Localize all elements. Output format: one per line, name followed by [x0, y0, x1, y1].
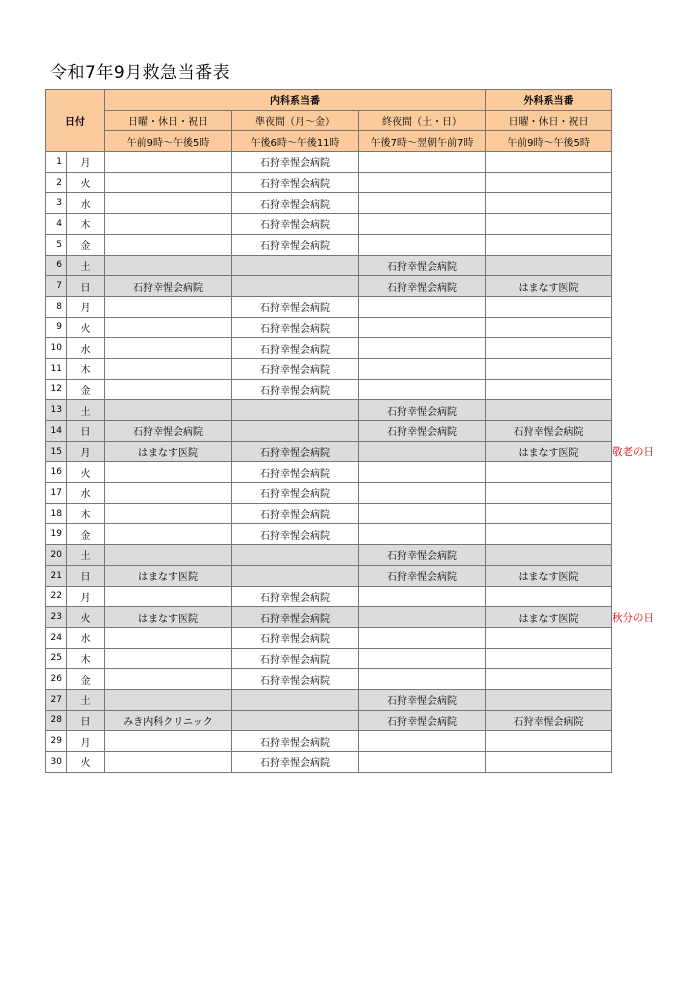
table-row	[46, 234, 612, 255]
surgery-holiday-duty	[486, 193, 612, 214]
weekday: 木	[67, 214, 105, 235]
internal-all-night-duty	[359, 731, 486, 752]
surgery-holiday-duty	[486, 255, 612, 276]
internal-all-night-duty: 石狩幸惺会病院	[359, 276, 486, 297]
day-number: 29	[46, 731, 67, 752]
internal-all-night-duty	[359, 193, 486, 214]
table-row	[46, 193, 612, 214]
internal-all-night-duty: 石狩幸惺会病院	[359, 565, 486, 586]
internal-all-night-duty	[359, 234, 486, 255]
internal-all-night-duty	[359, 152, 486, 173]
surgery-holiday-duty	[486, 752, 612, 773]
duty-roster-table	[45, 89, 612, 773]
internal-holiday-duty: 石狩幸惺会病院	[105, 421, 232, 442]
table-row	[46, 255, 612, 276]
internal-all-night-duty	[359, 586, 486, 607]
table-row	[46, 710, 612, 731]
internal-semi-night-duty	[232, 255, 359, 276]
table-row	[46, 503, 612, 524]
day-number: 24	[46, 627, 67, 648]
surgery-holiday-duty	[486, 317, 612, 338]
internal-semi-night-duty: 石狩幸惺会病院	[232, 441, 359, 462]
weekday: 金	[67, 524, 105, 545]
surgery-header: 外科系当番	[486, 90, 612, 111]
internal-semi-night-duty	[232, 710, 359, 731]
table-row	[46, 524, 612, 545]
internal-semi-night-duty: 石狩幸惺会病院	[232, 234, 359, 255]
surgery-holiday-duty	[486, 214, 612, 235]
internal-holiday-duty	[105, 338, 232, 359]
internal-all-night-duty	[359, 524, 486, 545]
page-title: 令和7年9月救急当番表	[50, 63, 231, 83]
roster-header	[46, 90, 612, 152]
table-row	[46, 627, 612, 648]
weekday: 金	[67, 379, 105, 400]
weekday: 月	[67, 152, 105, 173]
internal-all-night-duty: 石狩幸惺会病院	[359, 710, 486, 731]
table-row	[46, 441, 612, 462]
weekday: 水	[67, 483, 105, 504]
day-number: 14	[46, 421, 67, 442]
internal-holiday-duty	[105, 483, 232, 504]
internal-medicine-header: 内科系当番	[105, 90, 486, 111]
day-number: 13	[46, 400, 67, 421]
roster-body	[46, 152, 612, 773]
internal-all-night-duty	[359, 503, 486, 524]
day-number: 9	[46, 317, 67, 338]
internal-semi-night-duty: 石狩幸惺会病院	[232, 172, 359, 193]
surgery-holiday-duty	[486, 172, 612, 193]
internal-all-night-duty	[359, 462, 486, 483]
internal-all-night-duty	[359, 214, 486, 235]
day-number: 21	[46, 565, 67, 586]
internal-holiday-duty	[105, 627, 232, 648]
internal-holiday-duty: はまなす医院	[105, 565, 232, 586]
weekday: 火	[67, 607, 105, 628]
day-number: 15	[46, 441, 67, 462]
table-row	[46, 462, 612, 483]
internal-semi-night-duty: 石狩幸惺会病院	[232, 296, 359, 317]
table-row	[46, 421, 612, 442]
table-row	[46, 358, 612, 379]
internal-all-night-duty	[359, 296, 486, 317]
internal-holiday-duty	[105, 545, 232, 566]
weekday: 火	[67, 462, 105, 483]
surgery-holiday-duty: 石狩幸惺会病院	[486, 710, 612, 731]
table-row	[46, 565, 612, 586]
day-number: 7	[46, 276, 67, 297]
internal-semi-night-duty	[232, 545, 359, 566]
table-row	[46, 648, 612, 669]
internal-holiday-duty	[105, 255, 232, 276]
internal-all-night-duty: 石狩幸惺会病院	[359, 421, 486, 442]
internal-holiday-header: 日曜・休日・祝日	[105, 110, 232, 131]
internal-holiday-duty	[105, 193, 232, 214]
internal-holiday-duty: みき内科クリニック	[105, 710, 232, 731]
surgery-holiday-duty	[486, 152, 612, 173]
day-number: 23	[46, 607, 67, 628]
day-number: 19	[46, 524, 67, 545]
weekday: 土	[67, 255, 105, 276]
internal-semi-night-duty: 石狩幸惺会病院	[232, 648, 359, 669]
weekday: 金	[67, 669, 105, 690]
internal-holiday-duty	[105, 524, 232, 545]
internal-semi-night-duty: 石狩幸惺会病院	[232, 462, 359, 483]
weekday: 木	[67, 358, 105, 379]
weekday: 火	[67, 172, 105, 193]
internal-semi-night-duty	[232, 421, 359, 442]
table-row	[46, 338, 612, 359]
internal-holiday-hours: 午前9時～午後5時	[105, 131, 232, 152]
internal-semi-night-duty: 石狩幸惺会病院	[232, 503, 359, 524]
internal-all-night-duty	[359, 172, 486, 193]
surgery-holiday-duty	[486, 358, 612, 379]
internal-semi-night-header: 準夜間（月～金）	[232, 110, 359, 131]
internal-holiday-duty: はまなす医院	[105, 607, 232, 628]
internal-all-night-duty: 石狩幸惺会病院	[359, 255, 486, 276]
internal-semi-night-duty: 石狩幸惺会病院	[232, 627, 359, 648]
internal-holiday-duty	[105, 214, 232, 235]
internal-all-night-hours: 午後7時～翌朝午前7時	[359, 131, 486, 152]
internal-all-night-duty	[359, 358, 486, 379]
internal-holiday-duty: 石狩幸惺会病院	[105, 276, 232, 297]
weekday: 水	[67, 627, 105, 648]
internal-semi-night-duty: 石狩幸惺会病院	[232, 338, 359, 359]
internal-all-night-duty	[359, 669, 486, 690]
internal-semi-night-duty	[232, 400, 359, 421]
day-number: 2	[46, 172, 67, 193]
internal-holiday-duty	[105, 648, 232, 669]
day-number: 18	[46, 503, 67, 524]
table-row	[46, 400, 612, 421]
internal-semi-night-hours: 午後6時～午後11時	[232, 131, 359, 152]
weekday: 日	[67, 565, 105, 586]
weekday: 火	[67, 752, 105, 773]
internal-all-night-duty	[359, 441, 486, 462]
surgery-holiday-duty: はまなす医院	[486, 441, 612, 462]
internal-holiday-duty	[105, 669, 232, 690]
surgery-holiday-duty	[486, 234, 612, 255]
internal-semi-night-duty: 石狩幸惺会病院	[232, 524, 359, 545]
weekday: 月	[67, 731, 105, 752]
internal-holiday-duty	[105, 689, 232, 710]
day-number: 30	[46, 752, 67, 773]
weekday: 日	[67, 421, 105, 442]
internal-all-night-duty	[359, 317, 486, 338]
weekday: 土	[67, 400, 105, 421]
internal-semi-night-duty: 石狩幸惺会病院	[232, 379, 359, 400]
surgery-holiday-duty	[486, 400, 612, 421]
internal-semi-night-duty: 石狩幸惺会病院	[232, 317, 359, 338]
day-number: 10	[46, 338, 67, 359]
date-header: 日付	[46, 90, 105, 152]
table-row	[46, 731, 612, 752]
internal-all-night-duty	[359, 379, 486, 400]
internal-semi-night-duty: 石狩幸惺会病院	[232, 193, 359, 214]
surgery-holiday-duty	[486, 689, 612, 710]
day-number: 27	[46, 689, 67, 710]
surgery-holiday-duty	[486, 545, 612, 566]
internal-holiday-duty	[105, 172, 232, 193]
table-row	[46, 214, 612, 235]
internal-holiday-duty	[105, 462, 232, 483]
weekday: 火	[67, 317, 105, 338]
weekday: 日	[67, 276, 105, 297]
weekday: 土	[67, 545, 105, 566]
table-row	[46, 317, 612, 338]
day-number: 25	[46, 648, 67, 669]
internal-holiday-duty	[105, 296, 232, 317]
day-number: 3	[46, 193, 67, 214]
weekday: 水	[67, 338, 105, 359]
internal-all-night-duty	[359, 607, 486, 628]
internal-holiday-duty	[105, 317, 232, 338]
surgery-holiday-duty	[486, 524, 612, 545]
table-row	[46, 689, 612, 710]
internal-semi-night-duty: 石狩幸惺会病院	[232, 152, 359, 173]
surgery-holiday-duty: はまなす医院	[486, 276, 612, 297]
internal-holiday-duty	[105, 152, 232, 173]
surgery-holiday-duty: はまなす医院	[486, 565, 612, 586]
internal-semi-night-duty: 石狩幸惺会病院	[232, 214, 359, 235]
internal-all-night-duty: 石狩幸惺会病院	[359, 545, 486, 566]
internal-all-night-duty	[359, 752, 486, 773]
day-number: 5	[46, 234, 67, 255]
surgery-holiday-duty	[486, 338, 612, 359]
weekday: 土	[67, 689, 105, 710]
internal-holiday-duty	[105, 586, 232, 607]
internal-all-night-header: 終夜間（土・日）	[359, 110, 486, 131]
internal-semi-night-duty: 石狩幸惺会病院	[232, 731, 359, 752]
day-number: 1	[46, 152, 67, 173]
surgery-holiday-hours: 午前9時～午後5時	[486, 131, 612, 152]
internal-holiday-duty	[105, 358, 232, 379]
weekday: 金	[67, 234, 105, 255]
internal-holiday-duty	[105, 752, 232, 773]
day-number: 8	[46, 296, 67, 317]
day-number: 17	[46, 483, 67, 504]
weekday: 月	[67, 586, 105, 607]
day-number: 4	[46, 214, 67, 235]
day-number: 20	[46, 545, 67, 566]
day-number: 12	[46, 379, 67, 400]
internal-semi-night-duty	[232, 689, 359, 710]
weekday: 月	[67, 296, 105, 317]
internal-all-night-duty	[359, 338, 486, 359]
internal-semi-night-duty: 石狩幸惺会病院	[232, 586, 359, 607]
internal-holiday-duty	[105, 400, 232, 421]
surgery-holiday-duty	[486, 296, 612, 317]
internal-holiday-duty	[105, 503, 232, 524]
internal-semi-night-duty: 石狩幸惺会病院	[232, 607, 359, 628]
internal-semi-night-duty: 石狩幸惺会病院	[232, 669, 359, 690]
day-number: 26	[46, 669, 67, 690]
internal-semi-night-duty: 石狩幸惺会病院	[232, 752, 359, 773]
table-row	[46, 296, 612, 317]
day-number: 16	[46, 462, 67, 483]
internal-holiday-duty	[105, 379, 232, 400]
weekday: 日	[67, 710, 105, 731]
day-number: 11	[46, 358, 67, 379]
internal-semi-night-duty	[232, 565, 359, 586]
internal-all-night-duty: 石狩幸惺会病院	[359, 400, 486, 421]
table-row	[46, 379, 612, 400]
table-row	[46, 669, 612, 690]
surgery-holiday-duty	[486, 731, 612, 752]
surgery-holiday-duty	[486, 669, 612, 690]
surgery-holiday-duty	[486, 648, 612, 669]
internal-holiday-duty	[105, 234, 232, 255]
internal-semi-night-duty: 石狩幸惺会病院	[232, 483, 359, 504]
surgery-holiday-duty	[486, 483, 612, 504]
surgery-holiday-duty	[486, 627, 612, 648]
table-row	[46, 752, 612, 773]
internal-holiday-duty: はまなす医院	[105, 441, 232, 462]
surgery-holiday-duty	[486, 462, 612, 483]
surgery-holiday-duty: 石狩幸惺会病院	[486, 421, 612, 442]
internal-semi-night-duty: 石狩幸惺会病院	[232, 358, 359, 379]
weekday: 木	[67, 503, 105, 524]
day-number: 22	[46, 586, 67, 607]
day-number: 6	[46, 255, 67, 276]
table-row	[46, 172, 612, 193]
internal-all-night-duty	[359, 627, 486, 648]
internal-all-night-duty: 石狩幸惺会病院	[359, 689, 486, 710]
internal-holiday-duty	[105, 731, 232, 752]
surgery-holiday-duty: はまなす医院	[486, 607, 612, 628]
weekday: 水	[67, 193, 105, 214]
table-row	[46, 276, 612, 297]
internal-semi-night-duty	[232, 276, 359, 297]
weekday: 月	[67, 441, 105, 462]
holiday-note: 敬老の日	[612, 445, 654, 458]
table-row	[46, 586, 612, 607]
table-row	[46, 545, 612, 566]
table-row	[46, 607, 612, 628]
surgery-holiday-duty	[486, 379, 612, 400]
holiday-note: 秋分の日	[612, 611, 654, 624]
internal-all-night-duty	[359, 648, 486, 669]
table-row	[46, 483, 612, 504]
surgery-holiday-header: 日曜・休日・祝日	[486, 110, 612, 131]
table-row	[46, 152, 612, 173]
day-number: 28	[46, 710, 67, 731]
surgery-holiday-duty	[486, 503, 612, 524]
weekday: 木	[67, 648, 105, 669]
internal-all-night-duty	[359, 483, 486, 504]
surgery-holiday-duty	[486, 586, 612, 607]
